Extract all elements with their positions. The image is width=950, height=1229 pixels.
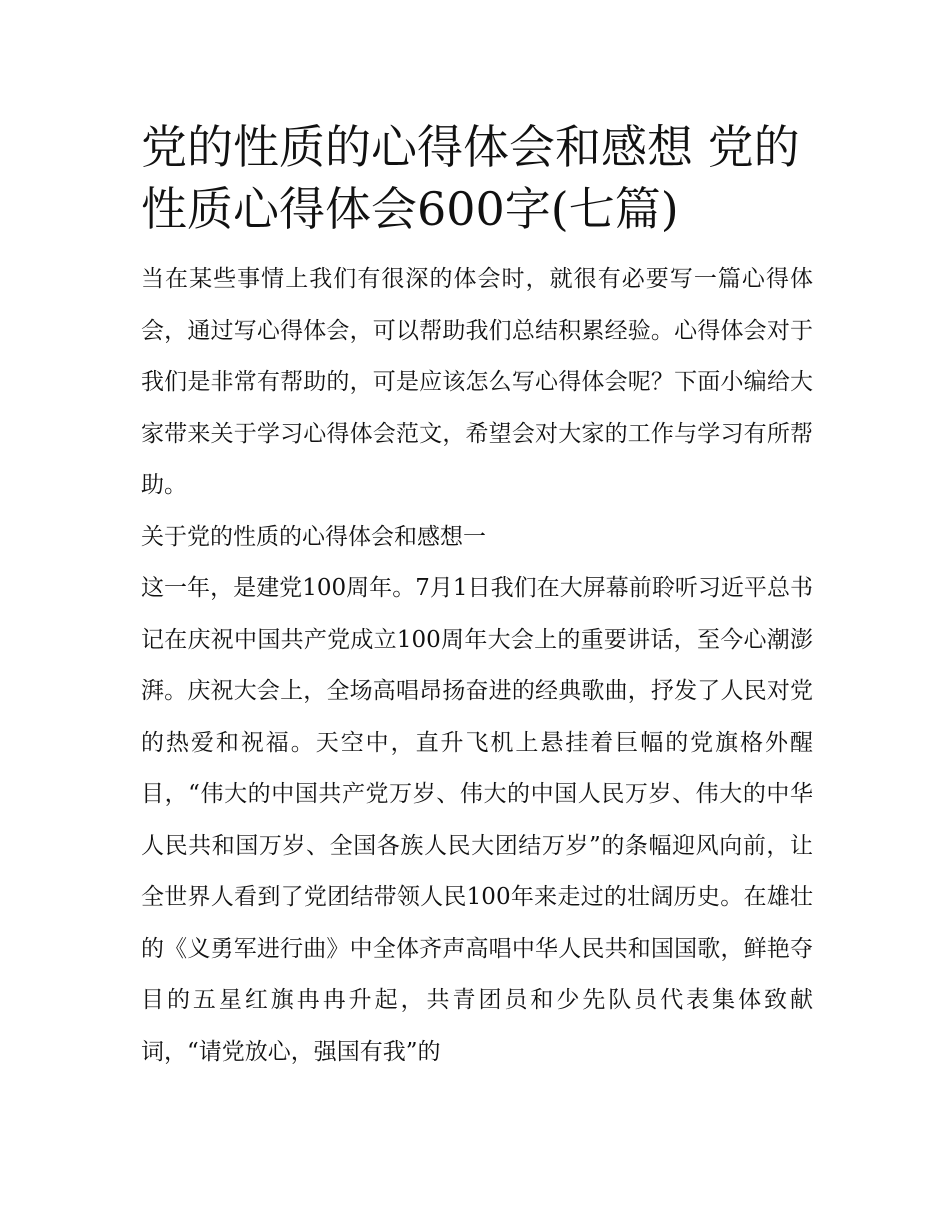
section-heading: 关于党的性质的心得体会和感想一: [141, 523, 486, 550]
section-paragraph: 这一年，是建党100周年。7月1日我们在大屏幕前聆听习近平总书记在庆祝中国共产党成立100周年大会上的重要讲话，至今心潮澎湃。庆祝大会上，全场高唱昂扬奋进的经典歌曲，抒发了人民对党的热爱和祝福。天空中，直升飞机上悬挂着巨幅的党旗格外醒目，“伟大的中国共产党万岁、伟大的中国人民万岁、伟大的中华人民共和国万岁、全国各族人民大团结万岁”的条幅迎风向前，让全世界人看到了党团结带领人民100年来走过的壮阔历史。在雄壮的《义勇军进行曲》中全体齐声高唱中华人民共和国国歌，鲜艳夺目的五星红旗冉冉升起，共青团员和少先队员代表集体致献词，“请党放心，强国有我”的: [141, 575, 813, 1065]
document-content: [141, 116, 813, 1078]
document-title: 党的性质的心得体会和感想 党的性质心得体会600字(七篇): [141, 120, 800, 236]
intro-paragraph: 当在某些事情上我们有很深的体会时，就很有必要写一篇心得体会，通过写心得体会，可以帮助我们总结积累经验。心得体会对于我们是非常有帮助的，可是应该怎么写心得体会呢？下面小编给大家带来关于学习心得体会范文，希望会对大家的工作与学习有所帮助。: [141, 266, 813, 498]
